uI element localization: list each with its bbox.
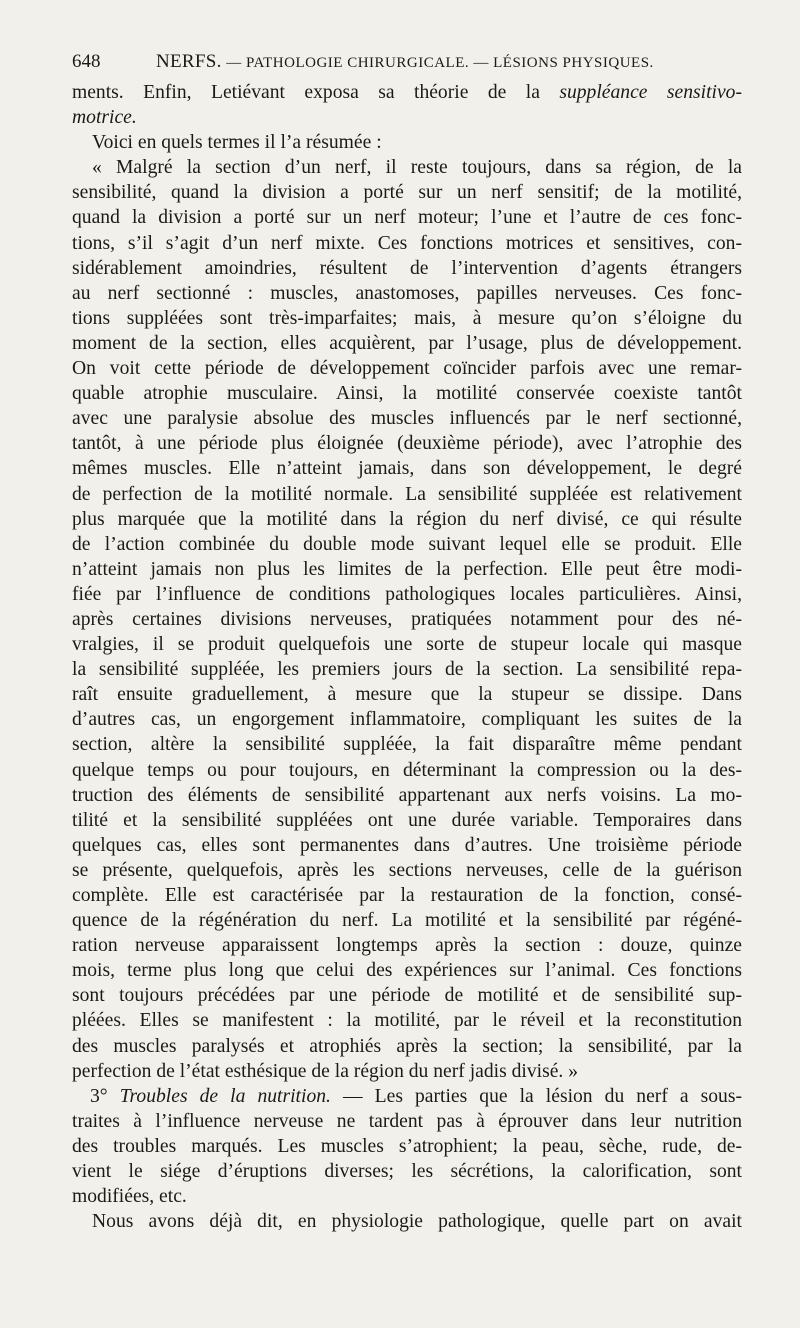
text-line: pléées. Elles se manifestent : la motilité, par le réveil et la reconstitution [72,1010,742,1032]
text-line: tantôt, à une période plus éloignée (deuxième période), avec l’atrophie des [72,433,742,455]
text-line: motrice. [72,107,137,129]
text-line: quelque temps ou pour toujours, en déterminant la compression ou la des- [72,759,742,781]
text-line: ration nerveuse apparaissent longtemps après la section : douze, quinze [72,935,742,957]
text-line: avec une paralysie absolue des muscles influencés par le nerf sectionné, [72,408,742,430]
text-line: moment de la section, elles acquièrent, par l’usage, plus de développement. [72,332,742,354]
text-line: vient le siége d’éruptions diverses; les sécrétions, la calorification, sont [72,1161,742,1183]
section-heading: Troubles de la nutrition. [119,1085,331,1107]
text-line: vralgies, il se produit quelquefois une sorte de stupeur locale qui masque [72,634,742,656]
text-line: sensibilité, quand la division a porté sur un nerf sensitif; de la motilité, [72,182,742,204]
text-body [72,80,742,1234]
text-line: d’autres cas, un engorgement inflammatoire, compliquant les suites de la [72,709,742,731]
text-line: tions suppléées sont très-imparfaites; mais, à mesure qu’on s’éloigne du [72,307,742,329]
text-line: des muscles paralysés et atrophiés après la section; la sensibilité, par la [72,1035,742,1057]
text-line: sidérablement amoindries, résultent de l’intervention d’agents étrangers [72,257,742,279]
text-line: sont toujours précédées par une période de motilité et de sensibilité sup- [72,985,742,1007]
running-title-main: NERFS. [156,51,222,72]
text-line: mois, terme plus long que celui des expériences sur l’animal. Ces fonctions [72,960,742,982]
text-line: section, altère la sensibilité suppléée, la fait disparaître même pendant [72,734,742,756]
text-line: des troubles marqués. Les muscles s’atrophient; la peau, sèche, rude, de- [72,1135,742,1157]
text-line: truction des éléments de sensibilité appartenant aux nerfs voisins. La mo- [72,784,742,806]
text-line: traites à l’influence nerveuse ne tardent pas à éprouver dans leur nutrition [72,1110,742,1132]
text-line: de perfection de la motilité normale. La sensibilité suppléée est relativement [72,483,742,505]
text-line: 3° Troubles de la nutrition. — Les parties que la lésion du nerf a sous- [90,1085,742,1107]
text-line: On voit cette période de développement coïncider parfois avec une remar- [72,358,742,380]
text-line: quand la division a porté sur un nerf moteur; l’une et l’autre de ces fonc- [72,207,742,229]
text-line: quelques cas, elles sont permanentes dans d’autres. Une troisième période [72,834,742,856]
text-line: la sensibilité suppléée, les premiers jours de la section. La sensibilité repa- [72,659,742,681]
text-line: tions, s’il s’agit d’un nerf mixte. Ces fonctions motrices et sensitives, con- [72,232,742,254]
text-line: plus marquée que la motilité dans la région du nerf divisé, ce qui résulte [72,508,742,530]
text-line: quence de la régénération du nerf. La motilité et la sensibilité par régéné- [72,910,742,932]
text-line: de l’action combinée du double mode suivant lequel elle se produit. Elle [72,533,742,555]
text-line: Nous avons déjà dit, en physiologie pathologique, quelle part on avait [92,1211,742,1233]
text-line: fiée par l’influence de conditions pathologiques locales particulières. Ainsi, [72,583,742,605]
text-line: ments. Enfin, Letiévant exposa sa théorie de la suppléance sensitivo- [72,82,742,103]
text-line: modifiées, etc. [72,1186,187,1208]
section-number: 3° [90,1085,108,1107]
text-line: Voici en quels termes il l’a résumée : [92,132,382,154]
text-line: tilité et la sensibilité suppléées ont une durée variable. Temporaires dans [72,809,742,831]
text-line: « Malgré la section d’un nerf, il reste toujours, dans sa région, de la [92,157,742,179]
text-line: raît ensuite graduellement, à mesure que la stupeur se dissipe. Dans [72,684,742,706]
running-header [72,48,738,76]
text-line: quable atrophie musculaire. Ainsi, la motilité conservée coexiste tantôt [72,383,742,405]
text-line: après certaines divisions nerveuses, pratiquées notamment pour des né- [72,608,742,630]
text-line: mêmes muscles. Elle n’atteint jamais, dans son développement, le degré [72,458,742,480]
running-title [156,48,654,77]
text-line: perfection de l’état esthésique de la région du nerf jadis divisé. » [72,1060,578,1082]
text-line: au nerf sectionné : muscles, anastomoses, papilles nerveuses. Ces fonc- [72,282,742,304]
text-line: se présente, quelquefois, après les sections nerveuses, celle de la guérison [72,859,742,881]
text-line: n’atteint jamais non plus les limites de la perfection. Elle peut être modi- [72,558,742,580]
running-title-rest: — PATHOLOGIE CHIRURGICALE. — LÉSIONS PHYSIQUES. [226,55,654,71]
page-number: 648 [72,51,101,72]
text-line: complète. Elle est caractérisée par la restauration de la fonction, consé- [72,885,742,906]
